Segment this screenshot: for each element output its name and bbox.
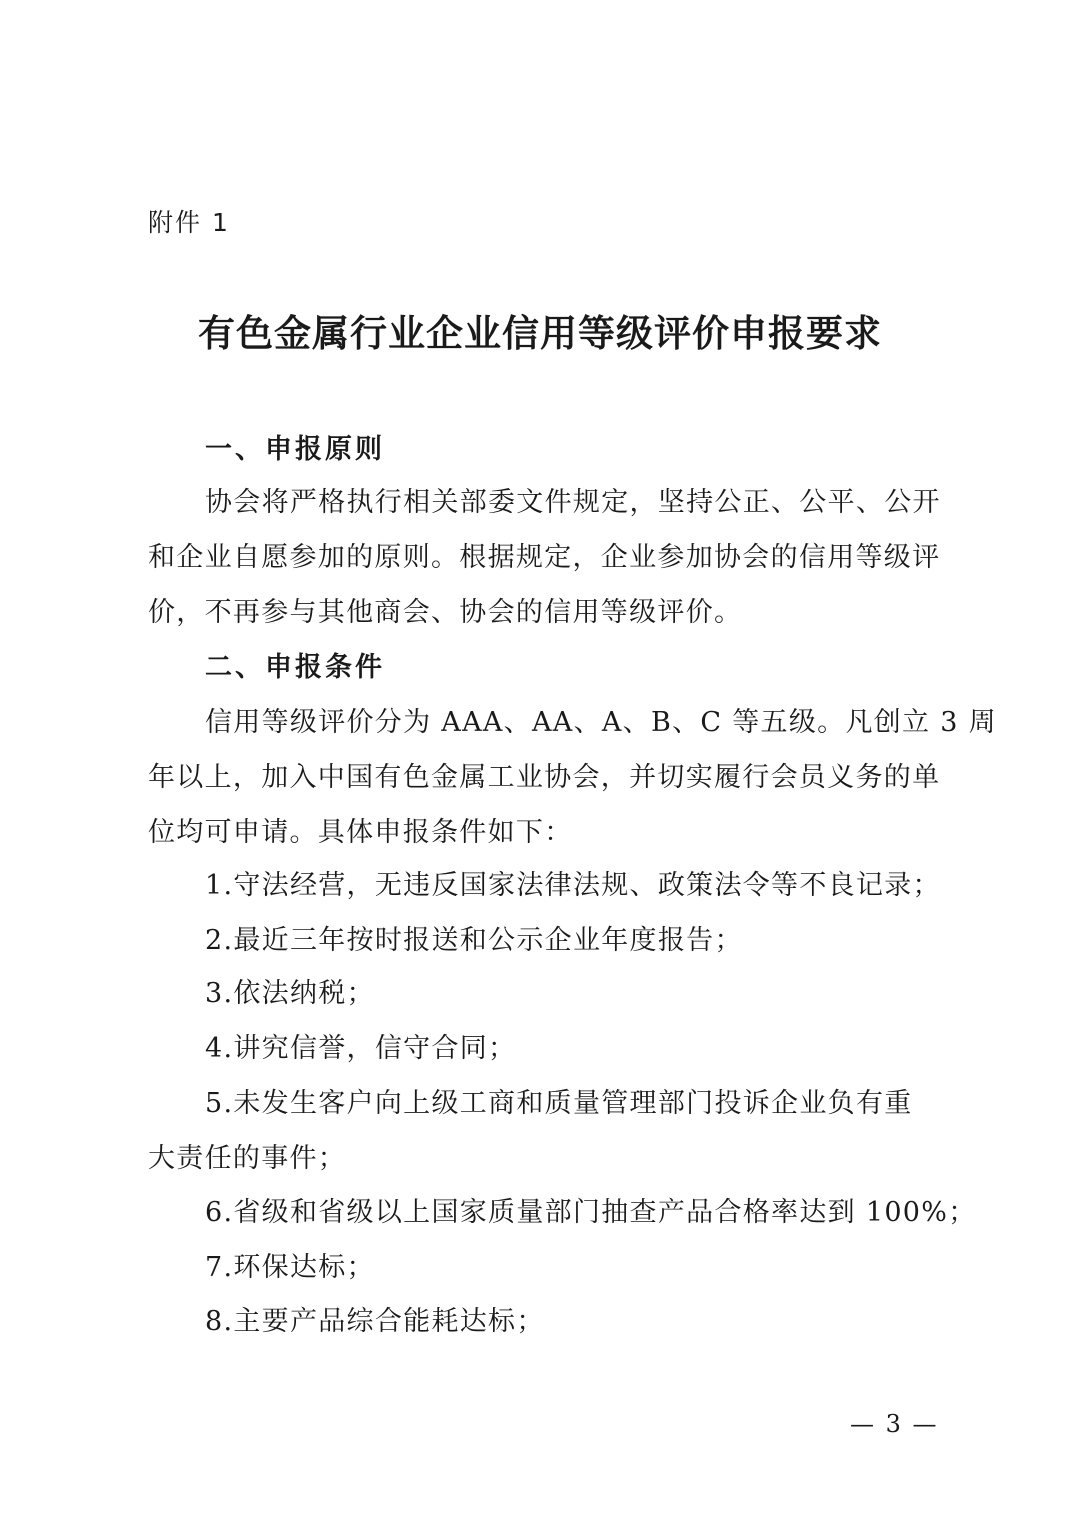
condition-item-7: 7.环保达标； [205,1252,375,1283]
principles-line-3: 价，不再参与其他商会、协会的信用等级评价。 [148,597,743,628]
condition-item-3: 3.依法纳税； [205,978,375,1009]
document-title: 有色金属行业企业信用等级评价申报要求 [198,311,882,355]
section-heading-conditions: 二、申报条件 [205,652,385,683]
conditions-intro-line-2: 年以上，加入中国有色金属工业协会，并切实履行会员义务的单 [148,762,941,793]
principles-line-1: 协会将严格执行相关部委文件规定，坚持公正、公平、公开 [205,487,941,518]
condition-item-2: 2.最近三年按时报送和公示企业年度报告； [205,925,743,956]
section-heading-principles: 一、申报原则 [205,434,385,465]
conditions-intro-line-3: 位均可申请。具体申报条件如下： [148,817,573,848]
principles-line-2: 和企业自愿参加的原则。根据规定，企业参加协会的信用等级评 [148,542,941,573]
condition-item-8: 8.主要产品综合能耗达标； [205,1306,545,1337]
condition-item-4: 4.讲究信誉，信守合同； [205,1033,517,1064]
condition-item-1: 1.守法经营，无违反国家法律法规、政策法令等不良记录； [205,870,941,901]
conditions-intro-line-1: 信用等级评价分为 AAA、AA、A、B、C 等五级。凡创立 3 周 [205,707,997,738]
condition-item-5-continued: 大责任的事件； [148,1143,347,1174]
condition-item-5: 5.未发生客户向上级工商和质量管理部门投诉企业负有重 [205,1088,913,1119]
condition-item-6: 6.省级和省级以上国家质量部门抽查产品合格率达到 100%； [205,1197,977,1228]
attachment-label: 附件 1 [148,208,230,237]
page-number: — 3 — [850,1410,939,1438]
